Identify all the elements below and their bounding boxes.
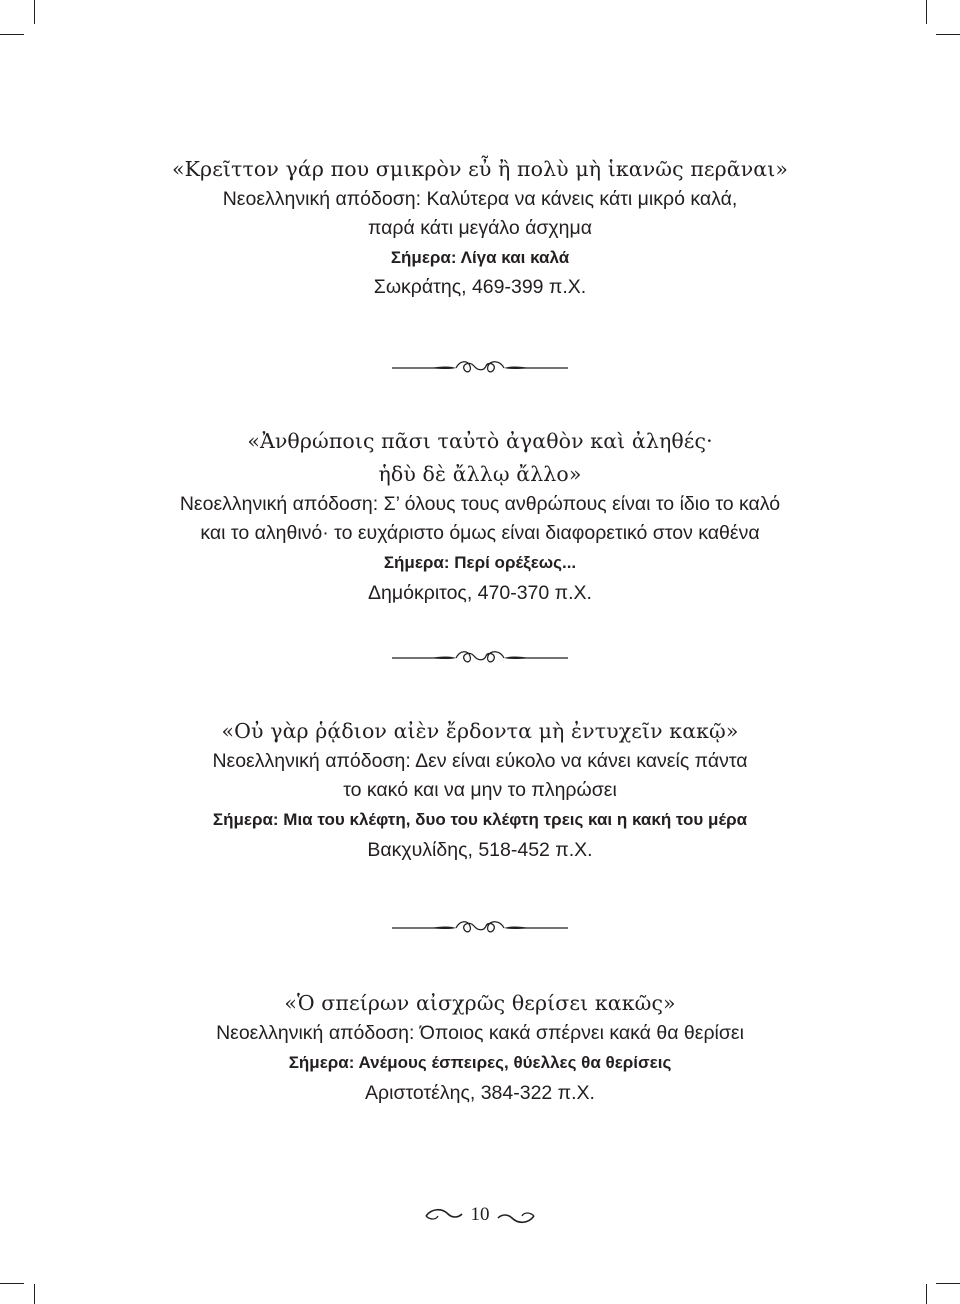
ancient-quote-line: «Οὐ γὰρ ῥᾴδιον αἰὲν ἔρδοντα μὴ ἐντυχεῖν κακῷ» <box>221 719 739 743</box>
quote-entry-aristotle <box>0 987 960 1108</box>
ancient-quote-line: «Ὁ σπείρων αἰσχρῶς θερίσει κακῶς» <box>284 991 676 1015</box>
crop-mark-top-left-h <box>0 34 24 35</box>
quote-entry-socrates <box>0 153 960 302</box>
flourish-divider-icon <box>390 646 570 670</box>
crop-mark-top-right-h <box>936 34 960 35</box>
author-line: Σωκράτης, 469-399 π.Χ. <box>373 276 587 298</box>
translation-line: το κακό και να μην το πληρώσει <box>343 779 617 801</box>
crop-mark-bottom-right-h <box>936 1283 960 1284</box>
quote-entry-bacchylides <box>0 715 960 865</box>
crop-mark-bottom-right-v <box>926 1284 927 1304</box>
ancient-quote-line: «Ἀνθρώποις πᾶσι ταὐτὸ ἀγαθὸν καὶ ἀληθές· <box>247 429 713 453</box>
author-line: Αριστοτέλης, 384-322 π.Χ. <box>365 1082 595 1104</box>
today-saying: Σήμερα: Λίγα και καλά <box>390 248 570 267</box>
crop-mark-top-right-v <box>926 0 927 24</box>
page-number: 10 <box>470 1204 490 1225</box>
translation-line: και το αληθινό· το ευχάριστο όμως είναι διαφορετικό στον καθένα <box>200 522 760 544</box>
crop-mark-bottom-left-h <box>0 1283 24 1284</box>
author-line: Δημόκριτος, 470-370 π.Χ. <box>368 582 592 604</box>
translation-line: Νεοελληνική απόδοση: Όποιος κακά σπέρνει κακά θα θερίσει <box>216 1022 744 1044</box>
today-saying: Σήμερα: Μια του κλέφτη, δυο του κλέφτη τρεις και η κακή του μέρα <box>212 810 748 829</box>
quote-entry-democritus <box>0 424 960 608</box>
page-number-block <box>420 1200 540 1230</box>
crop-mark-top-left-v <box>34 0 35 24</box>
ancient-quote-line: «Κρεῖττον γάρ που σμικρὸν εὖ ἢ πολὺ μὴ ἱκανῶς περᾶναι» <box>171 157 788 181</box>
today-saying: Σήμερα: Ανέμους έσπειρες, θύελλες θα θερίσεις <box>288 1053 672 1072</box>
author-line: Βακχυλίδης, 518-452 π.Χ. <box>367 839 593 861</box>
translation-line: παρά κάτι μεγάλο άσχημα <box>367 217 593 239</box>
flourish-divider-icon <box>390 356 570 380</box>
translation-line: Νεοελληνική απόδοση: Καλύτερα να κάνεις κάτι μικρό καλά, <box>222 188 738 210</box>
crop-mark-bottom-left-v <box>34 1284 35 1304</box>
translation-line: Νεοελληνική απόδοση: Σ’ όλους τους ανθρώπους είναι το ίδιο το καλό <box>179 493 781 515</box>
ancient-quote-line: ἡδὺ δὲ ἄλλῳ ἄλλο» <box>378 462 582 486</box>
flourish-divider-icon <box>390 916 570 940</box>
today-saying: Σήμερα: Περί ορέξεως... <box>383 553 577 572</box>
translation-line: Νεοελληνική απόδοση: Δεν είναι εύκολο να κάνει κανείς πάντα <box>212 750 748 772</box>
